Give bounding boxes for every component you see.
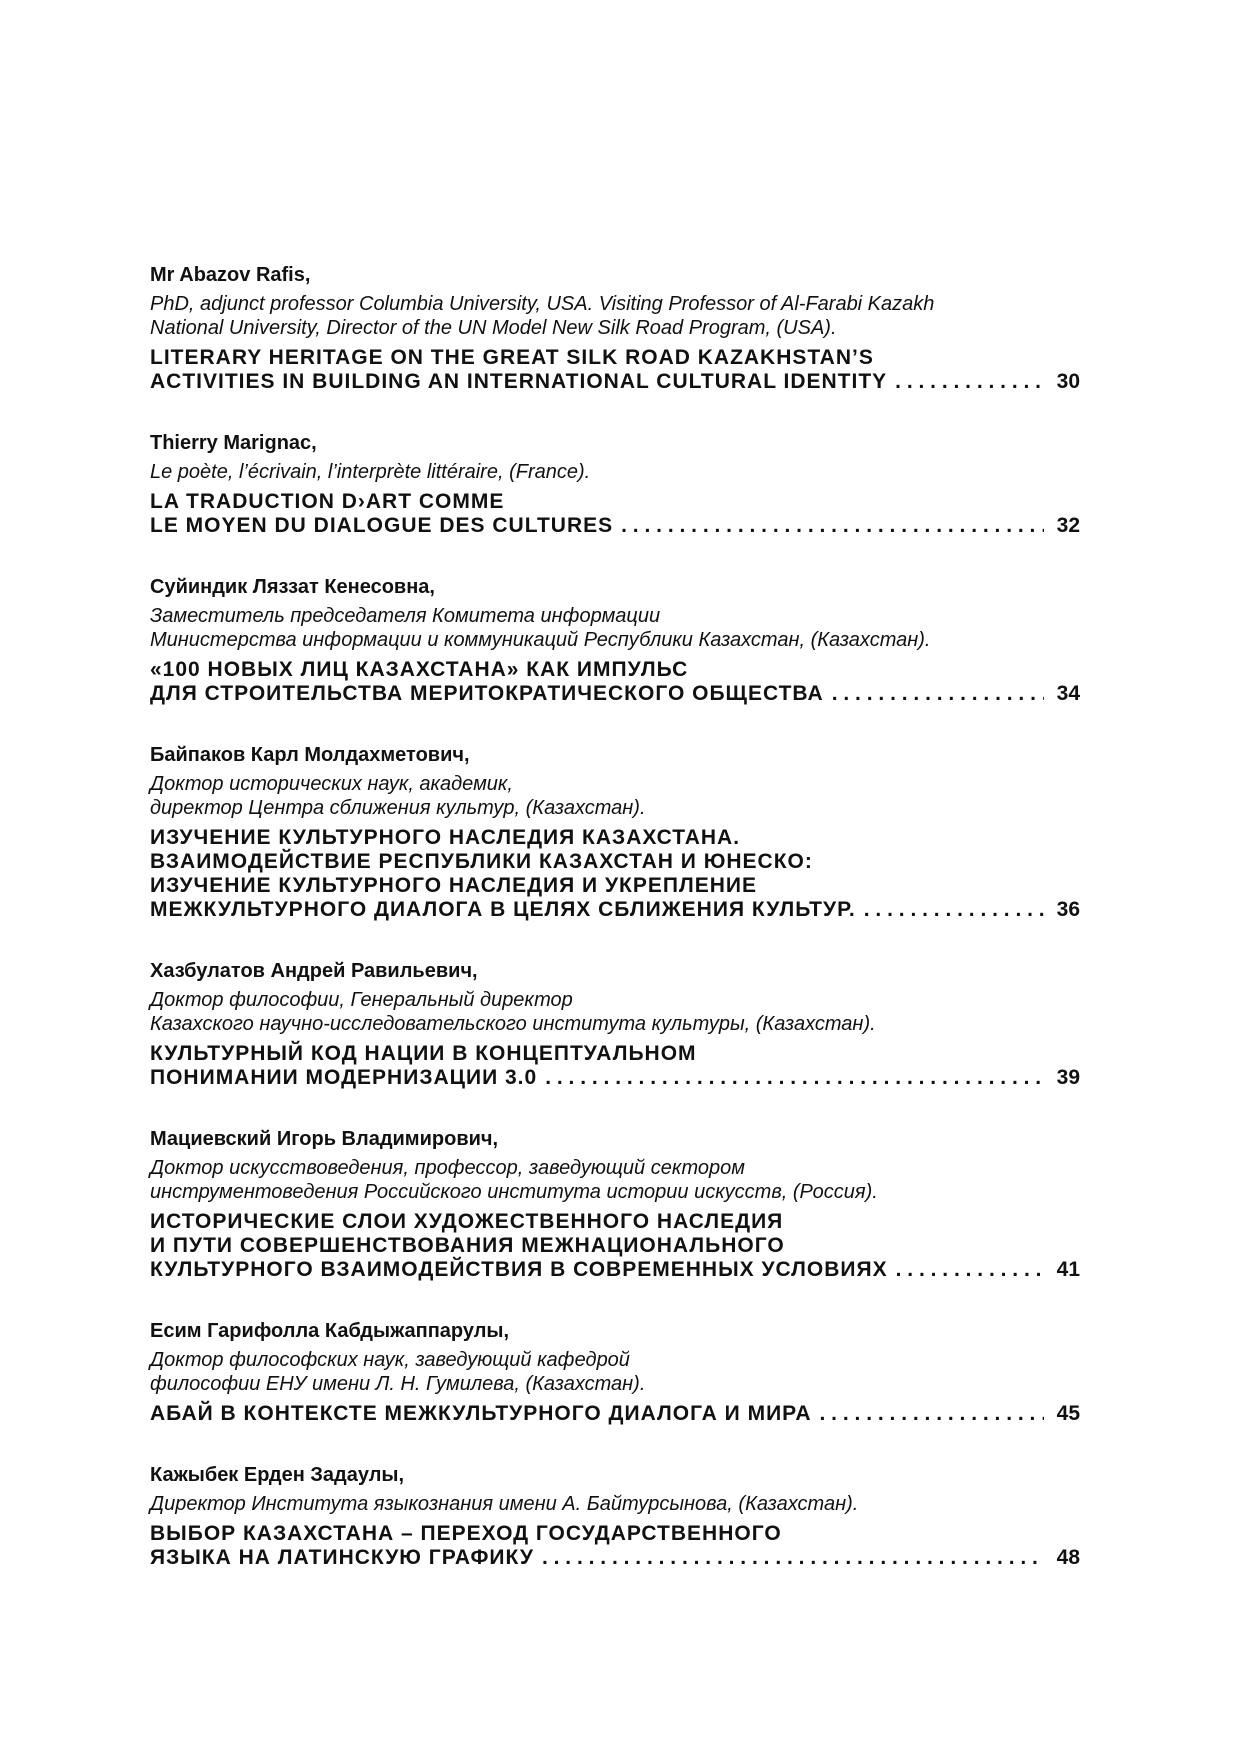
entry-role-line: Директор Института языкознания имени А. Байтурсынова, (Казахстан). <box>150 1493 859 1515</box>
entry-title-line-last <box>150 1066 1080 1090</box>
dot-leader <box>820 1402 1044 1426</box>
dot-leader <box>864 898 1044 922</box>
entry-title-line: АБАЙ В КОНТЕКСТЕ МЕЖКУЛЬТУРНОГО ДИАЛОГА И МИРА <box>150 1402 812 1425</box>
entry-role-line: философии ЕНУ имени Л. Н. Гумилева, (Казахстан). <box>150 1373 646 1395</box>
entry-title-line: МЕЖКУЛЬТУРНОГО ДИАЛОГА В ЦЕЛЯХ СБЛИЖЕНИЯ КУЛЬТУР. <box>150 898 856 921</box>
entry-title-line-last <box>150 898 1080 922</box>
entry-title-line: ИЗУЧЕНИЕ КУЛЬТУРНОГО НАСЛЕДИЯ И УКРЕПЛЕНИЕ <box>150 874 757 897</box>
entry-title-line: ИЗУЧЕНИЕ КУЛЬТУРНОГО НАСЛЕДИЯ КАЗАХСТАНА. <box>150 826 741 849</box>
entry-page-number: 48 <box>1056 1546 1080 1569</box>
entry-page-number: 36 <box>1056 898 1080 921</box>
entry-author: Хазбулатов Андрей Равильевич, <box>150 960 478 982</box>
entry-title <box>150 1402 1080 1426</box>
dot-leader <box>542 1546 1044 1570</box>
entry-role-line: Le poète, l’écrivain, l’interprète littéraire, (France). <box>150 461 591 483</box>
entry-title-line-last <box>150 1258 1080 1282</box>
entry-author: Суйиндик Ляззат Кенесовна, <box>150 576 435 598</box>
entry-role-line: директор Центра сближения культур, (Казахстан). <box>150 797 646 819</box>
entry-role-line: Доктор философии, Генеральный директор <box>150 989 573 1011</box>
entry-title-line: ДЛЯ СТРОИТЕЛЬСТВА МЕРИТОКРАТИЧЕСКОГО ОБЩЕСТВА <box>150 682 824 705</box>
entry-role-line: PhD, adjunct professor Columbia University, USA. Visiting Professor of Al-Farabi Kazakh <box>150 293 935 315</box>
entry-title-line: LE MOYEN DU DIALOGUE DES CULTURES <box>150 514 614 537</box>
toc-entry <box>150 1462 1080 1570</box>
entry-author: Кажыбек Ерден Задаулы, <box>150 1464 405 1486</box>
entry-title <box>150 826 1080 922</box>
entry-role-line: Доктор исторических наук, академик, <box>150 773 513 795</box>
toc-entry <box>150 262 1080 394</box>
entry-role-line: Министерства информации и коммуникаций Республики Казахстан, (Казахстан). <box>150 629 931 651</box>
dot-leader <box>621 514 1044 538</box>
entry-role-line: Заместитель председателя Комитета информации <box>150 605 661 627</box>
entry-title <box>150 658 1080 706</box>
entry-title-line-last <box>150 1546 1080 1570</box>
entry-role-line: инструментоведения Российского института истории искусств, (Россия). <box>150 1181 878 1203</box>
entry-page-number: 39 <box>1056 1066 1080 1089</box>
entry-title-line: LA TRADUCTION D›ART COMME <box>150 490 505 513</box>
dot-leader <box>895 370 1044 394</box>
entry-title-line-last <box>150 514 1080 538</box>
toc-entry <box>150 430 1080 538</box>
entry-title-line-last <box>150 682 1080 706</box>
entry-title <box>150 1042 1080 1090</box>
entry-title-line: ЯЗЫКА НА ЛАТИНСКУЮ ГРАФИКУ <box>150 1546 534 1569</box>
entry-title <box>150 1522 1080 1570</box>
dot-leader <box>545 1066 1044 1090</box>
dot-leader <box>896 1258 1044 1282</box>
entry-page-number: 30 <box>1056 370 1080 393</box>
entry-role-line: Доктор философских наук, заведующий кафедрой <box>150 1349 630 1371</box>
entry-title <box>150 490 1080 538</box>
entry-author: Mr Abazov Rafis, <box>150 264 311 286</box>
toc-entry <box>150 1318 1080 1426</box>
entry-role-line: Доктор искусствоведения, профессор, заведующий сектором <box>150 1157 745 1179</box>
entry-title-line: И ПУТИ СОВЕРШЕНСТВОВАНИЯ МЕЖНАЦИОНАЛЬНОГО <box>150 1234 785 1257</box>
entry-title-line: ПОНИМАНИИ МОДЕРНИЗАЦИИ 3.0 <box>150 1066 538 1089</box>
entry-title-line-last <box>150 1402 1080 1426</box>
entry-page-number: 45 <box>1056 1402 1080 1425</box>
toc-entry <box>150 742 1080 922</box>
entry-author: Мациевский Игорь Владимирович, <box>150 1128 499 1150</box>
dot-leader <box>832 682 1044 706</box>
entry-title-line: ACTIVITIES IN BUILDING AN INTERNATIONAL CULTURAL IDENTITY <box>150 370 888 393</box>
toc-entry <box>150 958 1080 1090</box>
entry-page-number: 32 <box>1056 514 1080 537</box>
toc-entry <box>150 574 1080 706</box>
entry-author: Байпаков Карл Молдахметович, <box>150 744 470 766</box>
entry-title <box>150 1210 1080 1282</box>
entry-title-line: «100 НОВЫХ ЛИЦ КАЗАХСТАНА» КАК ИМПУЛЬС <box>150 658 689 681</box>
entry-role-line: Казахского научно-исследовательского института культуры, (Казахстан). <box>150 1013 876 1035</box>
entry-author: Есим Гарифолла Кабдыжаппарулы, <box>150 1320 510 1342</box>
entry-title-line: LITERARY HERITAGE ON THE GREAT SILK ROAD KAZAKHSTAN’S <box>150 346 874 369</box>
entry-title-line: ИСТОРИЧЕСКИЕ СЛОИ ХУДОЖЕСТВЕННОГО НАСЛЕДИЯ <box>150 1210 784 1233</box>
toc-entry <box>150 1126 1080 1282</box>
entry-title-line: КУЛЬТУРНЫЙ КОД НАЦИИ В КОНЦЕПТУАЛЬНОМ <box>150 1042 697 1065</box>
entry-title-line: КУЛЬТУРНОГО ВЗАИМОДЕЙСТВИЯ В СОВРЕМЕННЫХ УСЛОВИЯХ <box>150 1258 888 1281</box>
entry-title-line-last <box>150 370 1080 394</box>
entry-page-number: 41 <box>1056 1258 1080 1281</box>
entry-title <box>150 346 1080 394</box>
entry-role-line: National University, Director of the UN Model New Silk Road Program, (USA). <box>150 317 837 339</box>
entry-title-line: ВЗАИМОДЕЙСТВИЕ РЕСПУБЛИКИ КАЗАХСТАН И ЮНЕСКО: <box>150 850 813 873</box>
entry-title-line: ВЫБОР КАЗАХСТАНА – ПЕРЕХОД ГОСУДАРСТВЕННОГО <box>150 1522 782 1545</box>
table-of-contents <box>150 262 1080 1570</box>
entry-author: Thierry Marignac, <box>150 432 317 454</box>
entry-page-number: 34 <box>1056 682 1080 705</box>
